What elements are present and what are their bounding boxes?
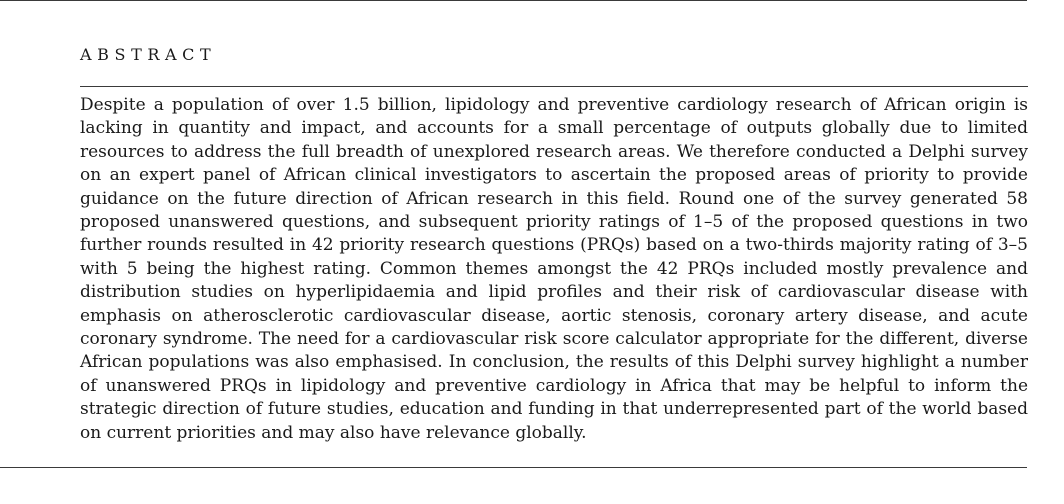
abstract-body: Despite a population of over 1.5 billion, lipidology and preventive cardiology research of African origin is lacking in quantity and impact, and accounts for a small percentage of outputs globally due to limited resources to address the full breadth of unexplored research areas. We therefore conducted a Delphi survey on an expert panel of African clinical investigators to ascertain the proposed areas of priority to provide guidance on the future direction of African research in this field. Round one of the survey generated 58 proposed unanswered questions, and subsequent priority ratings of 1–5 of the proposed questions in two further rounds resulted in 42 priority research questions (PRQs) based on a two-thirds majority rating of 3–5 with 5 being the highest rating. Common themes amongst the 42 PRQs included mostly prevalence and distribution studies on hyperlipidaemia and lipid profiles and their risk of cardiovascular disease with emphasis on atherosclerotic cardiovascular disease, aortic stenosis, coronary artery disease, and acute coronary syndrome. The need for a cardiovascular risk score calculator appropriate for the different, diverse African populations was also emphasised. In conclusion, the results of this Delphi survey highlight a number of unanswered PRQs in lipidology and preventive cardiology in Africa that may be helpful to inform the strategic direction of future studies, education and funding in that underrepresented part of the world based on current priorities and may also have relevance globally. bbox=[80, 95, 1028, 443]
top-divider bbox=[0, 0, 1027, 1]
heading-divider bbox=[80, 86, 1028, 87]
bottom-divider bbox=[0, 467, 1027, 468]
abstract-heading: ABSTRACT bbox=[80, 45, 217, 64]
